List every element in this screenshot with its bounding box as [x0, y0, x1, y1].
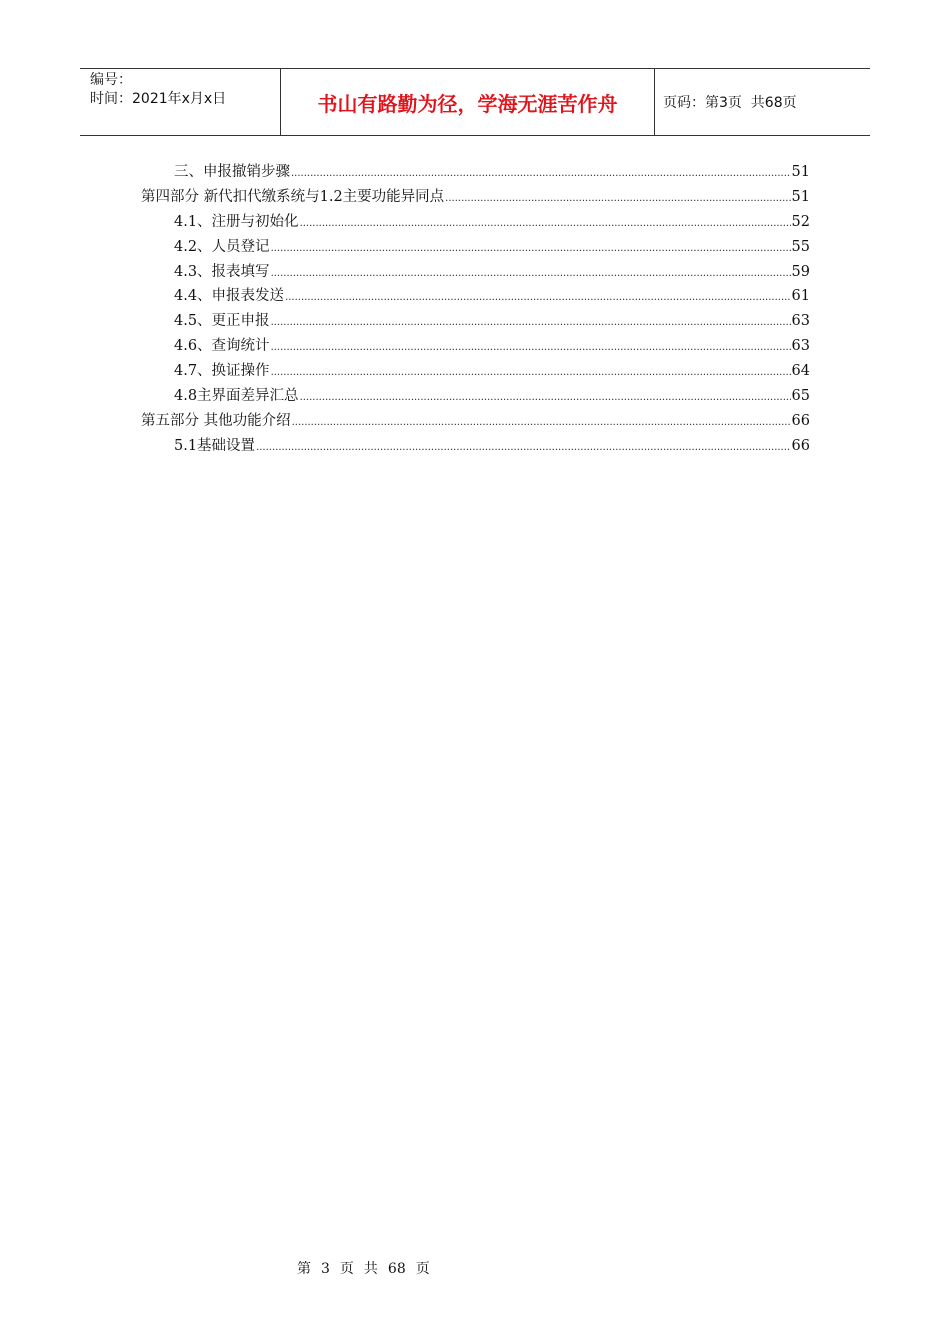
- toc-leader-dots: [300, 392, 791, 403]
- page-header: [80, 68, 870, 136]
- header-meta: [80, 69, 281, 135]
- toc-entry-title: 4.8主界面差异汇总: [174, 388, 299, 405]
- toc-entry-title: 第五部分 其他功能介绍: [141, 412, 291, 429]
- toc-entry-page: 61: [791, 288, 810, 305]
- toc-leader-dots: [445, 193, 790, 204]
- footer-total-pages: 68: [387, 1261, 406, 1277]
- page-footer: [0, 1258, 950, 1278]
- toc-entry-page: 59: [791, 263, 810, 280]
- toc-entry[interactable]: [141, 210, 810, 235]
- footer-text: 页: [415, 1261, 430, 1277]
- toc-leader-dots: [271, 342, 791, 353]
- header-motto: 书山有路勤为径，学海无涯苦作舟: [281, 69, 655, 135]
- toc-entry-page: 66: [791, 437, 810, 454]
- toc-entry-title: 4.4、申报表发送: [174, 288, 285, 305]
- toc-entry-page: 65: [791, 388, 810, 405]
- table-of-contents: [141, 160, 810, 459]
- header-page-label: 页码：第3页 共68页: [663, 95, 797, 111]
- toc-leader-dots: [271, 367, 791, 378]
- footer-text: 共: [363, 1261, 378, 1277]
- toc-leader-dots: [271, 268, 791, 279]
- toc-entry-title: 4.5、更正申报: [174, 313, 270, 330]
- toc-entry-title: 4.1、注册与初始化: [174, 213, 299, 230]
- toc-entry[interactable]: [141, 409, 810, 434]
- toc-entry-title: 第四部分 新代扣代缴系统与1.2主要功能异同点: [141, 188, 445, 205]
- toc-entry-page: 52: [791, 213, 810, 230]
- toc-entry-title: 4.6、查询统计: [174, 338, 270, 355]
- toc-entry[interactable]: [141, 309, 810, 334]
- toc-leader-dots: [271, 243, 791, 254]
- toc-entry-page: 51: [791, 188, 810, 205]
- toc-leader-dots: [256, 442, 790, 453]
- footer-text: 第: [297, 1261, 311, 1277]
- toc-entry[interactable]: [141, 160, 810, 185]
- toc-entry-title: 4.7、换证操作: [174, 363, 270, 380]
- toc-entry-page: 55: [791, 238, 810, 255]
- toc-leader-dots: [292, 417, 791, 428]
- toc-entry-title: 4.3、报表填写: [174, 263, 270, 280]
- toc-entry-title: 三、申报撤销步骤: [174, 164, 290, 180]
- toc-entry-title: 5.1基础设置: [174, 437, 256, 454]
- toc-entry[interactable]: [141, 260, 810, 285]
- toc-leader-dots: [285, 292, 790, 303]
- footer-text: 页: [339, 1261, 354, 1277]
- toc-entry[interactable]: [141, 185, 810, 210]
- document-number-label: 编号：: [90, 72, 132, 88]
- toc-entry[interactable]: [141, 359, 810, 384]
- toc-entry-page: 64: [791, 363, 810, 380]
- footer-page-number: 3: [321, 1261, 330, 1277]
- toc-entry-page: 63: [791, 338, 810, 355]
- toc-leader-dots: [300, 218, 791, 229]
- toc-entry[interactable]: [141, 284, 810, 309]
- toc-entry-page: 51: [791, 164, 810, 180]
- toc-entry[interactable]: [141, 434, 810, 459]
- document-time-label: 时间：2021年x月x日: [90, 91, 227, 107]
- toc-entry-page: 63: [791, 313, 810, 330]
- toc-entry[interactable]: [141, 384, 810, 409]
- toc-entry-page: 66: [791, 412, 810, 429]
- toc-leader-dots: [271, 317, 791, 328]
- toc-entry[interactable]: [141, 235, 810, 260]
- toc-entry[interactable]: [141, 334, 810, 359]
- toc-entry-title: 4.2、人员登记: [174, 238, 270, 255]
- toc-leader-dots: [291, 168, 791, 179]
